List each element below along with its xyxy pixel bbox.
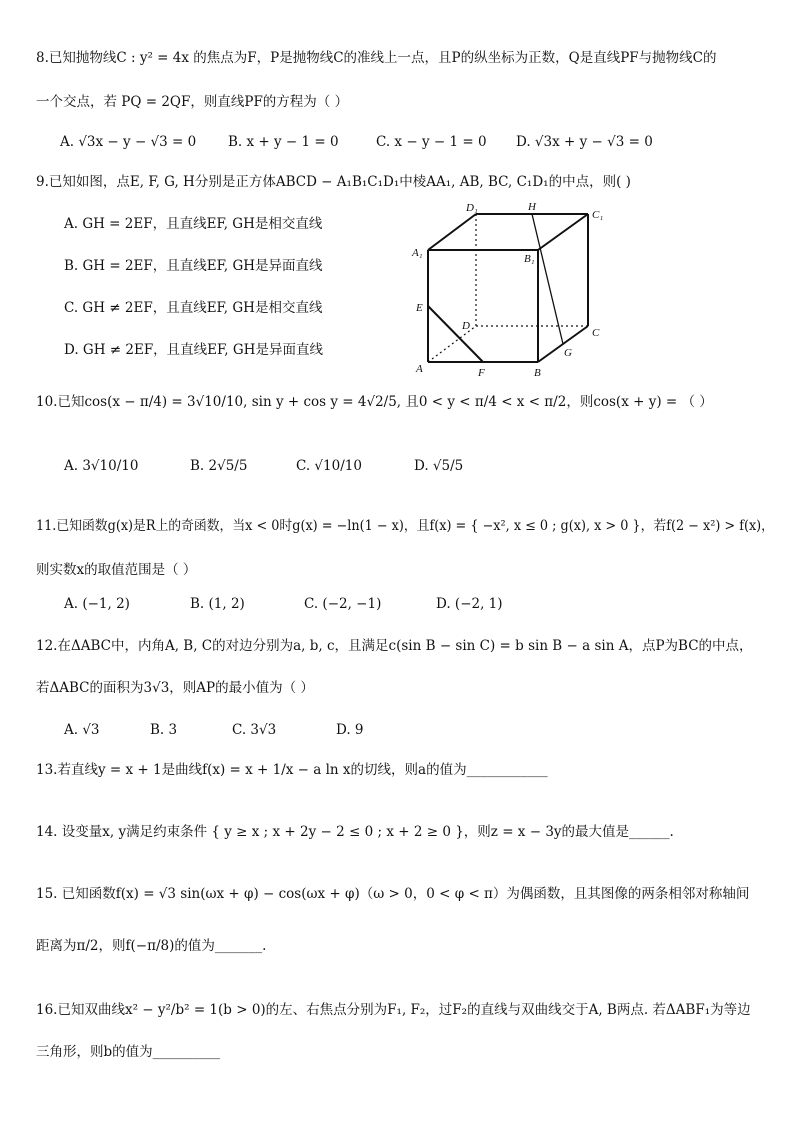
label-b: B	[534, 367, 541, 379]
cube-diagram	[410, 200, 610, 380]
label-g: G	[564, 347, 572, 359]
q9-stem: 9.已知如图，点E, F, G, H分别是正方体ABCD − A₁B₁C₁D₁中棱AA₁, AB, BC, C₁D₁的中点，则( )	[36, 174, 631, 190]
q11-stem: 11.已知函数g(x)是R上的奇函数，当x < 0时g(x) = −ln(1 − x)，且f(x) = { −x², x ≤ 0 ; g(x), x > 0 }，若f(2 − x²) > f(x)，	[36, 518, 774, 534]
q8-option-d: D. √3x + y − √3 = 0	[516, 134, 653, 150]
q13-stem: 13.若直线y = x + 1是曲线f(x) = x + 1/x − a ln x的切线，则a的值为____________	[36, 762, 548, 778]
q10-option-b: B. 2√5/5	[190, 458, 248, 474]
q11-option-b: B. (1, 2)	[190, 596, 245, 612]
q12-option-b: B. 3	[150, 722, 178, 738]
q11-option-d: D. (−2, 1)	[436, 596, 503, 612]
cube-figure	[410, 200, 610, 380]
q9-option-b: B. GH = 2EF，且直线EF, GH是异面直线	[64, 258, 323, 274]
q8-stem: 8.已知抛物线C : y² = 4x 的焦点为F，P是抛物线C的准线上一点，且P的纵坐标为正数，Q是直线PF与抛物线C的	[36, 50, 717, 66]
q11-stem-cont: 则实数x的取值范围是（ ）	[36, 562, 197, 578]
q10-option-c: C. √10/10	[296, 458, 362, 474]
q12-option-c: C. 3√3	[232, 722, 277, 738]
q16-stem-cont: 三角形，则b的值为__________	[36, 1044, 221, 1060]
q15-stem-cont: 距离为π/2，则f(−π/8)的值为_______.	[36, 938, 267, 954]
label-f: F	[478, 367, 485, 379]
q9-option-c: C. GH ≠ 2EF，且直线EF, GH是相交直线	[64, 300, 323, 316]
q11-option-c: C. (−2, −1)	[304, 596, 382, 612]
q8-option-b: B. x + y − 1 = 0	[228, 134, 339, 150]
label-d: D	[462, 320, 470, 332]
q10-stem: 10.已知cos(x − π/4) = 3√10/10, sin y + cos y = 4√2/5, 且0 < y < π/4 < x < π/2，则cos(x + y) = （ ）	[36, 394, 713, 410]
q8-option-a: A. √3x − y − √3 = 0	[60, 134, 197, 150]
label-a1: A₁	[412, 247, 423, 259]
q12-option-a: A. √3	[64, 722, 100, 738]
q15-stem: 15. 已知函数f(x) = √3 sin(ωx + φ) − cos(ωx + φ)（ω > 0，0 < φ < π）为偶函数，且其图像的两条相邻对称轴间	[36, 886, 750, 902]
label-a: A	[416, 363, 423, 375]
q10-option-d: D. √5/5	[414, 458, 464, 474]
label-d1: D₁	[466, 202, 478, 214]
label-b1: B₁	[524, 253, 535, 265]
label-h: H	[528, 201, 536, 213]
q12-stem-cont: 若ΔABC的面积为3√3，则AP的最小值为（ ）	[36, 680, 314, 696]
q14-stem: 14. 设变量x, y满足约束条件 { y ≥ x ; x + 2y − 2 ≤ 0 ; x + 2 ≥ 0 }，则z = x − 3y的最大值是______.	[36, 824, 674, 840]
label-e: E	[416, 302, 423, 314]
q9-option-d: D. GH ≠ 2EF，且直线EF, GH是异面直线	[64, 342, 323, 358]
q12-option-d: D. 9	[336, 722, 364, 738]
q12-stem: 12.在ΔABC中，内角A, B, C的对边分别为a, b, c，且满足c(sin B − sin C) = b sin B − a sin A，点P为BC的中点，	[36, 638, 753, 654]
q8-stem-cont: 一个交点，若 PQ = 2QF，则直线PF的方程为（ ）	[36, 94, 349, 110]
q11-option-a: A. (−1, 2)	[64, 596, 130, 612]
q16-stem: 16.已知双曲线x² − y²/b² = 1(b > 0)的左、右焦点分别为F₁, F₂，过F₂的直线与双曲线交于A, B两点. 若ΔABF₁为等边	[36, 1002, 751, 1018]
label-c1: C₁	[592, 209, 604, 221]
q9-option-a: A. GH = 2EF，且直线EF, GH是相交直线	[64, 216, 323, 232]
q10-option-a: A. 3√10/10	[64, 458, 139, 474]
q8-option-c: C. x − y − 1 = 0	[376, 134, 487, 150]
label-c: C	[592, 327, 600, 339]
